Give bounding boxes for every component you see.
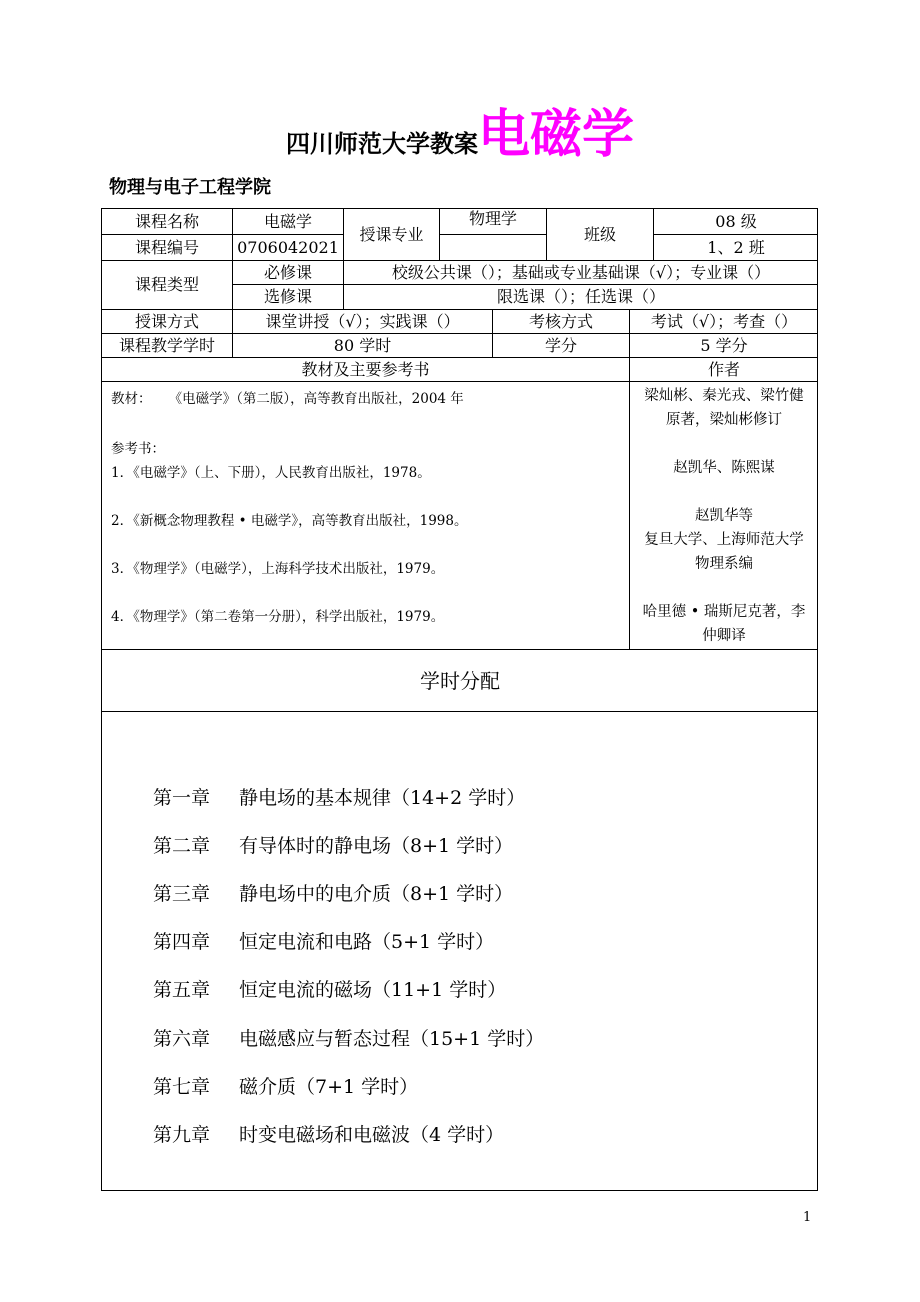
credit-label: 学分 xyxy=(492,333,629,358)
chapter-title: 有导体时的静电场（8+1 学时） xyxy=(239,835,514,857)
chapter-title: 电磁感应与暂态过程（15+1 学时） xyxy=(239,1028,545,1050)
chapter-item xyxy=(153,1120,504,1147)
title-main: 四川师范大学教案 xyxy=(285,130,478,158)
author-entry: 复旦大学、上海师范大学 xyxy=(644,532,804,548)
elective-options: 限选课（）；任选课（） xyxy=(343,284,818,309)
college-name: 物理与电子工程学院 xyxy=(109,177,271,198)
books-header-label: 教材及主要参考书 xyxy=(102,357,629,381)
chapter-number: 第六章 xyxy=(153,1028,211,1050)
references-label: 参考书： xyxy=(111,441,165,457)
chapter-title: 恒定电流和电路（5+1 学时） xyxy=(239,931,495,953)
chapter-item xyxy=(153,879,513,906)
chapter-number: 第九章 xyxy=(153,1124,211,1146)
chapter-number: 第三章 xyxy=(153,883,211,905)
page-number: 1 xyxy=(803,1210,812,1225)
chapter-number: 第一章 xyxy=(153,787,211,809)
author-entry: 赵凯华等 xyxy=(695,508,753,524)
assessment-label: 考核方式 xyxy=(492,309,629,334)
title-subject: 电磁学 xyxy=(477,105,634,165)
chapter-item xyxy=(153,1024,544,1051)
chapter-title: 时变电磁场和电磁波（4 学时） xyxy=(239,1124,505,1146)
author-entry: 原著，梁灿彬修订 xyxy=(666,412,782,428)
major-value: 物理学 xyxy=(439,209,546,235)
grade-value: 08 级 xyxy=(653,209,818,234)
course-code-value: 0706042021 xyxy=(232,234,343,260)
document-title xyxy=(0,92,920,167)
required-label: 必修课 xyxy=(232,260,343,285)
hours-label: 课程教学学时 xyxy=(102,333,232,358)
chapter-title: 静电场中的电介质（8+1 学时） xyxy=(239,883,514,905)
reference-item: 4．《物理学》（第二卷第一分册），科学出版社，1979。 xyxy=(111,609,445,625)
course-type-label: 课程类型 xyxy=(102,260,232,309)
credit-value: 5 学分 xyxy=(629,333,818,358)
chapter-number: 第七章 xyxy=(153,1076,211,1098)
author-entry: 仲卿译 xyxy=(702,628,746,644)
hours-allocation-title: 学时分配 xyxy=(102,649,818,711)
chapter-item xyxy=(153,831,513,858)
chapter-item xyxy=(153,927,494,954)
chapter-title: 恒定电流的磁场（11+1 学时） xyxy=(239,979,507,1001)
chapter-title: 静电场的基本规律（14+2 学时） xyxy=(239,787,526,809)
chapter-number: 第五章 xyxy=(153,979,211,1001)
author-entry: 梁灿彬、秦光戎、梁竹健 xyxy=(644,388,804,404)
major-label: 授课专业 xyxy=(343,209,439,260)
chapter-number: 第二章 xyxy=(153,835,211,857)
class-label: 班级 xyxy=(546,209,653,260)
chapter-number: 第四章 xyxy=(153,931,211,953)
required-options: 校级公共课（）；基础或专业基础课（√）；专业课（） xyxy=(343,260,818,285)
assessment-value: 考试（√）；考查（） xyxy=(629,309,818,334)
chapter-item xyxy=(153,975,506,1002)
author-entry: 赵凯华、陈熙谋 xyxy=(673,460,775,476)
course-name-value: 电磁学 xyxy=(232,209,343,235)
author-header-label: 作者 xyxy=(629,357,818,381)
course-code-label: 课程编号 xyxy=(102,234,232,260)
author-entry: 物理系编 xyxy=(695,556,753,572)
course-name-label: 课程名称 xyxy=(134,212,199,231)
author-entry: 哈里德 • 瑞斯尼克著，李 xyxy=(642,604,806,620)
teaching-mode-label: 授课方式 xyxy=(102,309,232,334)
reference-item: 1．《电磁学》（上、下册），人民教育出版社，1978。 xyxy=(111,465,431,481)
major-value-2 xyxy=(439,234,546,260)
textbook-entry: 教材： 《电磁学》（第二版），高等教育出版社，2004 年 xyxy=(111,391,464,407)
hours-value: 80 学时 xyxy=(232,333,492,358)
chapter-title: 磁介质（7+1 学时） xyxy=(239,1076,419,1098)
chapter-item xyxy=(153,783,525,810)
teaching-mode-value: 课堂讲授（√）；实践课（） xyxy=(232,309,492,334)
reference-item: 2．《新概念物理教程 • 电磁学》，高等教育出版社，1998。 xyxy=(111,513,468,529)
elective-label: 选修课 xyxy=(232,284,343,309)
reference-item: 3．《物理学》（电磁学），上海科学技术出版社，1979。 xyxy=(111,561,445,577)
class-value: 1、2 班 xyxy=(653,234,818,260)
chapter-item xyxy=(153,1072,418,1099)
